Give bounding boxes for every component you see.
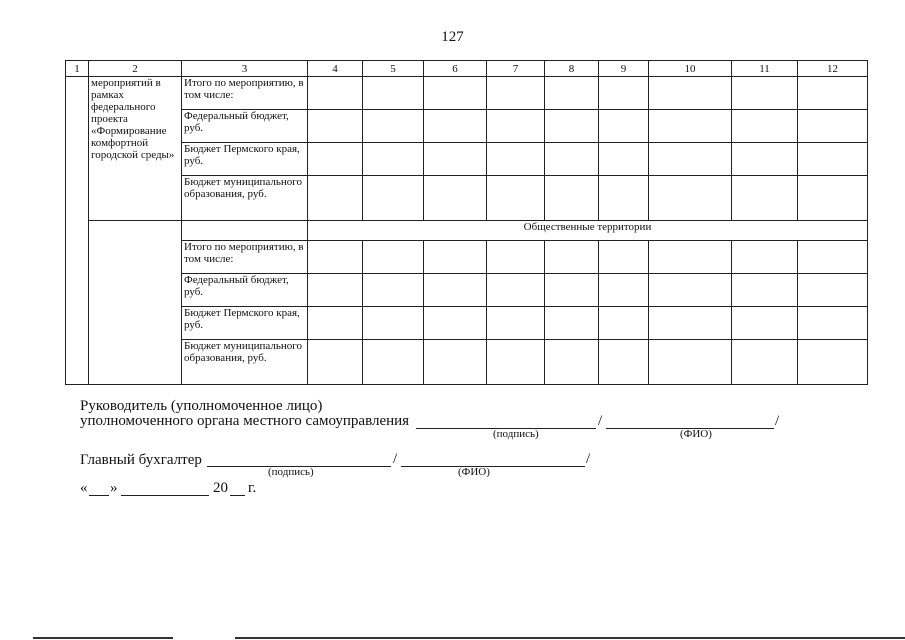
row-label: Итого по мероприятию, в том числе: bbox=[182, 77, 308, 110]
header-cell: 2 bbox=[89, 61, 182, 77]
scan-edge-line bbox=[33, 637, 173, 639]
value-cell bbox=[487, 176, 545, 221]
value-cell bbox=[308, 241, 363, 274]
value-cell bbox=[424, 110, 487, 143]
value-cell bbox=[649, 340, 732, 385]
value-cell bbox=[649, 274, 732, 307]
name-caption: (ФИО) bbox=[458, 466, 490, 478]
separator-slash: / bbox=[393, 451, 398, 467]
value-cell bbox=[798, 176, 868, 221]
value-cell bbox=[424, 307, 487, 340]
table-row bbox=[66, 241, 868, 274]
value-cell bbox=[487, 241, 545, 274]
value-cell bbox=[798, 143, 868, 176]
accountant-label: Главный бухгалтер bbox=[80, 452, 202, 468]
row-label: Бюджет муниципального образования, руб. bbox=[182, 340, 308, 385]
value-cell bbox=[424, 77, 487, 110]
value-cell bbox=[798, 110, 868, 143]
header-cell: 10 bbox=[649, 61, 732, 77]
value-cell bbox=[308, 176, 363, 221]
signature-caption: (подпись) bbox=[493, 428, 539, 440]
header-cell: 8 bbox=[545, 61, 599, 77]
page-number: 127 bbox=[441, 29, 464, 45]
accountant-name-line bbox=[401, 466, 585, 467]
section-row bbox=[66, 221, 868, 241]
budget-table bbox=[65, 60, 868, 385]
header-cell: 7 bbox=[487, 61, 545, 77]
value-cell bbox=[798, 307, 868, 340]
row-label: Бюджет муниципального образования, руб. bbox=[182, 176, 308, 221]
value-cell bbox=[363, 176, 424, 221]
header-cell: 1 bbox=[66, 61, 89, 77]
row-label: Бюджет Пермского края, руб. bbox=[182, 307, 308, 340]
head-title-line1: Руководитель (уполномоченное лицо) bbox=[80, 398, 323, 414]
date-open-quote: « bbox=[80, 480, 88, 496]
date-day-line bbox=[89, 495, 109, 496]
value-cell bbox=[545, 340, 599, 385]
separator-slash: / bbox=[598, 413, 603, 429]
section-label-empty bbox=[182, 221, 308, 241]
value-cell bbox=[308, 274, 363, 307]
value-cell bbox=[308, 110, 363, 143]
value-cell bbox=[798, 77, 868, 110]
value-cell bbox=[424, 176, 487, 221]
value-cell bbox=[599, 307, 649, 340]
value-cell bbox=[363, 77, 424, 110]
date-year-line bbox=[230, 495, 245, 496]
value-cell bbox=[363, 307, 424, 340]
value-cell bbox=[732, 143, 798, 176]
value-cell bbox=[424, 241, 487, 274]
value-cell bbox=[599, 340, 649, 385]
value-cell bbox=[732, 274, 798, 307]
separator-slash: / bbox=[586, 451, 591, 467]
separator-slash: / bbox=[775, 413, 780, 429]
value-cell bbox=[487, 77, 545, 110]
value-cell bbox=[363, 340, 424, 385]
value-cell bbox=[487, 110, 545, 143]
value-cell bbox=[308, 143, 363, 176]
value-cell bbox=[798, 241, 868, 274]
row-label: Итого по мероприятию, в том числе: bbox=[182, 241, 308, 274]
value-cell bbox=[308, 77, 363, 110]
value-cell bbox=[308, 307, 363, 340]
column-1-cell bbox=[66, 77, 89, 385]
section-title: Общественные территории bbox=[308, 221, 868, 241]
value-cell bbox=[649, 77, 732, 110]
value-cell bbox=[487, 307, 545, 340]
event-label-empty bbox=[89, 221, 182, 385]
name-caption: (ФИО) bbox=[680, 428, 712, 440]
value-cell bbox=[798, 340, 868, 385]
date-year-suffix: г. bbox=[248, 480, 257, 496]
value-cell bbox=[487, 274, 545, 307]
head-title-line2: уполномоченного органа местного самоуправления bbox=[80, 413, 410, 429]
date-year-prefix: 20 bbox=[213, 480, 228, 496]
value-cell bbox=[308, 340, 363, 385]
value-cell bbox=[545, 110, 599, 143]
header-cell: 9 bbox=[599, 61, 649, 77]
value-cell bbox=[363, 274, 424, 307]
signature-caption: (подпись) bbox=[268, 466, 314, 478]
value-cell bbox=[487, 143, 545, 176]
value-cell bbox=[424, 340, 487, 385]
value-cell bbox=[599, 176, 649, 221]
table-row bbox=[66, 143, 868, 176]
value-cell bbox=[732, 340, 798, 385]
value-cell bbox=[732, 241, 798, 274]
scan-edge-line bbox=[235, 637, 905, 639]
table-row bbox=[66, 340, 868, 385]
header-cell: 6 bbox=[424, 61, 487, 77]
row-label: Федеральный бюджет, руб. bbox=[182, 110, 308, 143]
value-cell bbox=[545, 307, 599, 340]
value-cell bbox=[649, 110, 732, 143]
date-close-quote: » bbox=[110, 480, 118, 496]
value-cell bbox=[545, 77, 599, 110]
header-cell: 4 bbox=[308, 61, 363, 77]
value-cell bbox=[545, 241, 599, 274]
table-row bbox=[66, 274, 868, 307]
value-cell bbox=[487, 340, 545, 385]
value-cell bbox=[545, 176, 599, 221]
value-cell bbox=[424, 143, 487, 176]
table-row bbox=[66, 77, 868, 110]
date-month-line bbox=[121, 495, 209, 496]
table-row bbox=[66, 307, 868, 340]
value-cell bbox=[732, 110, 798, 143]
header-row bbox=[66, 61, 868, 77]
value-cell bbox=[599, 241, 649, 274]
row-label: Федеральный бюджет, руб. bbox=[182, 274, 308, 307]
value-cell bbox=[599, 274, 649, 307]
value-cell bbox=[732, 77, 798, 110]
event-label: мероприятий в рамках федерального проекта «Формирование комфортной городской среды» bbox=[89, 77, 182, 221]
table-row bbox=[66, 110, 868, 143]
header-cell: 11 bbox=[732, 61, 798, 77]
header-cell: 5 bbox=[363, 61, 424, 77]
value-cell bbox=[363, 143, 424, 176]
value-cell bbox=[798, 274, 868, 307]
value-cell bbox=[599, 143, 649, 176]
value-cell bbox=[732, 176, 798, 221]
value-cell bbox=[363, 110, 424, 143]
value-cell bbox=[363, 241, 424, 274]
value-cell bbox=[649, 176, 732, 221]
value-cell bbox=[649, 143, 732, 176]
table-row bbox=[66, 176, 868, 221]
value-cell bbox=[424, 274, 487, 307]
value-cell bbox=[545, 274, 599, 307]
header-cell: 12 bbox=[798, 61, 868, 77]
value-cell bbox=[599, 77, 649, 110]
value-cell bbox=[599, 110, 649, 143]
value-cell bbox=[732, 307, 798, 340]
header-cell: 3 bbox=[182, 61, 308, 77]
value-cell bbox=[649, 307, 732, 340]
value-cell bbox=[545, 143, 599, 176]
value-cell bbox=[649, 241, 732, 274]
row-label: Бюджет Пермского края, руб. bbox=[182, 143, 308, 176]
